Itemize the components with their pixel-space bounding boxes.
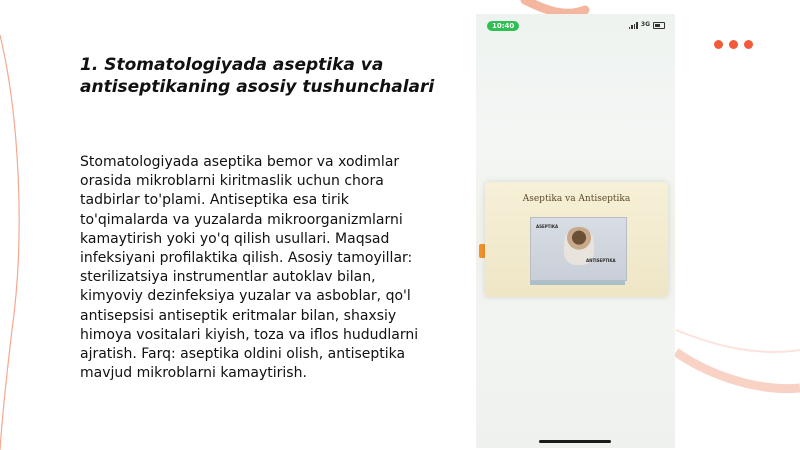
dot-icon	[729, 40, 738, 49]
thumbnail-illustration	[530, 217, 627, 281]
slide-thumbnail[interactable]	[485, 182, 668, 297]
phone-screenshot	[476, 14, 675, 448]
dot-icon	[744, 40, 753, 49]
home-indicator[interactable]	[539, 440, 611, 443]
image-label-antiseptika: ANTISEPTIKA	[586, 258, 616, 263]
slide-title: 1. Stomatologiyada aseptika va antiseptikaning asosiy tushunchalari	[80, 55, 435, 97]
dot-icon	[714, 40, 723, 49]
slide-body-text: Stomatologiyada aseptika bemor va xodimlar orasida mikroblarni kiritmaslik uchun chora tadbirlar to'plami. Antiseptika esa tirik to'qimalarda va yuzalarda mikroorganizmlarni kamaytirish yoki yo'q qilish usullari. Maqsad infeksiyani profilaktika qilish. Asosiy tamoyillar: sterilizatsiya instrumentlar autoklav bilan, kimyoviy dezinfeksiya yuzalar va asboblar, qo'l antisepsisi antiseptik eritmalar bilan, shaxsiy himoya vositalari kiyish, toza va iflos hududlarni ajratish. Farq: aseptika oldini olish, antiseptika mavjud mikroblarni kamaytirish.	[80, 154, 419, 382]
image-label-aseptika: ASEPTIKA	[536, 224, 559, 229]
status-time: 10:40	[487, 21, 519, 31]
signal-icon	[629, 22, 638, 29]
network-type: 3G	[640, 21, 650, 28]
battery-icon	[653, 22, 665, 29]
thumbnail-strip	[530, 281, 625, 285]
thumbnail-title: Aseptika va Antiseptika	[522, 194, 631, 204]
menu-dots-icon[interactable]	[714, 40, 753, 49]
status-indicators	[629, 21, 665, 29]
